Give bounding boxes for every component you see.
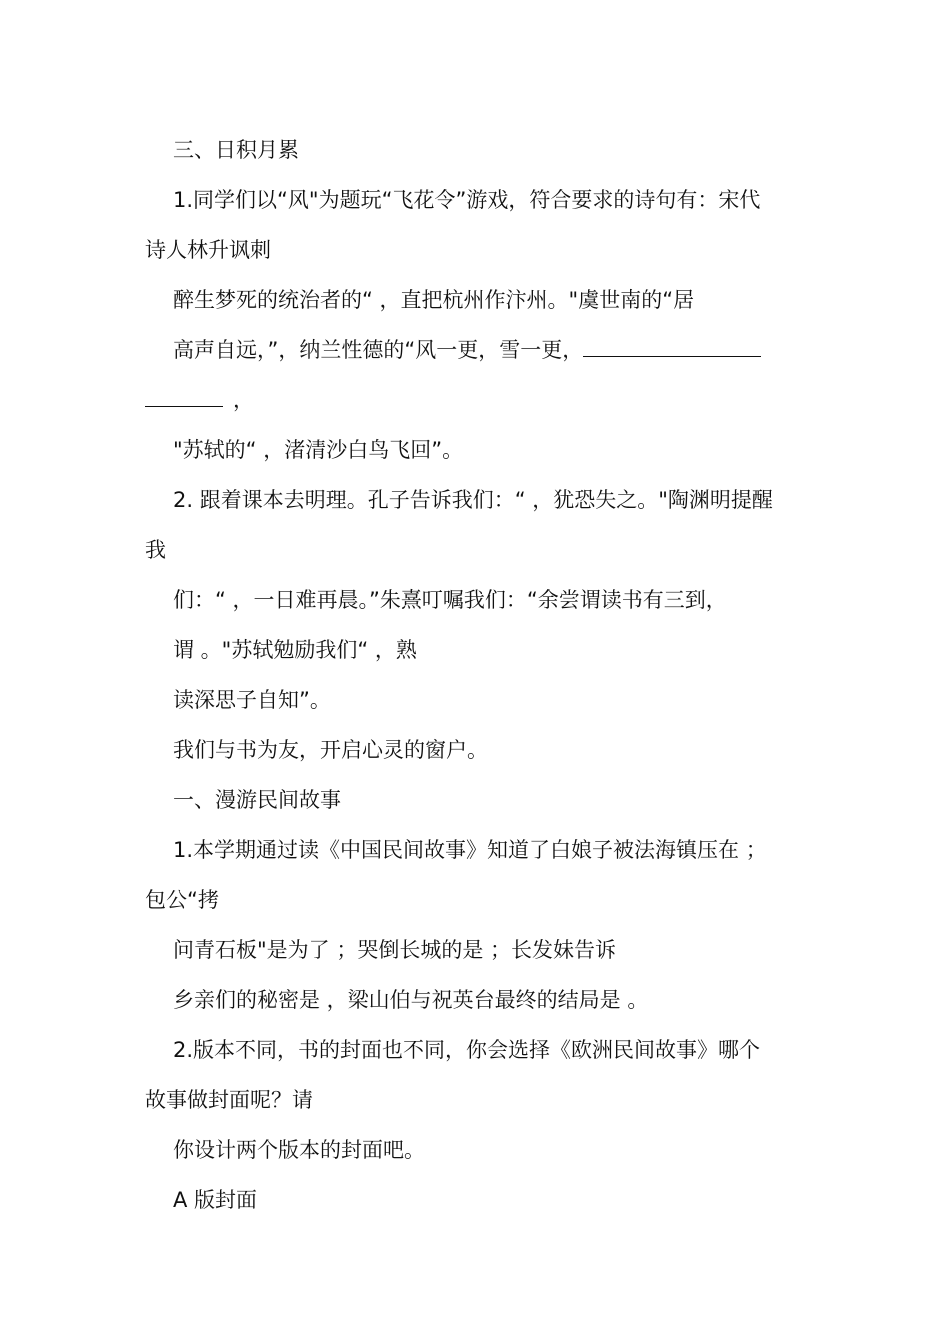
question-2-line-1: 2. 跟着课本去明理。孔子告诉我们：“ ，犹恐失之。"陶渊明提醒 xyxy=(173,488,773,512)
folk-question-2-line-3: 你设计两个版本的封面吧。 xyxy=(173,1138,425,1162)
question-2-line-5: 读深思子自知”。 xyxy=(173,688,331,712)
question-2-line-3: 们：“ ，一日难再晨。”朱熹叮嘱我们：“余尝谓读书有三到， xyxy=(173,588,727,612)
question-1-line-5 xyxy=(145,386,254,414)
question-1-line-3: 醉生梦死的统治者的“ ，直把杭州作汴州。"虞世南的“居 xyxy=(173,288,695,312)
folk-question-1-line-1: 1.本学期通过读《中国民间故事》知道了白娘子被法海镇压在 ； xyxy=(173,838,767,862)
question-1-line-5-comma: ， xyxy=(233,388,254,412)
question-1-line-4-part-a: 高声自远， xyxy=(173,338,268,362)
question-1-line-1: 1.同学们以“风"为题玩“飞花令”游戏，符合要求的诗句有：宋代 xyxy=(173,188,761,212)
question-1-line-2: 诗人林升讽刺 xyxy=(145,238,271,262)
folk-question-2-line-2: 故事做封面呢？请 xyxy=(145,1088,313,1112)
folk-question-2-line-1: 2.版本不同，书的封面也不同，你会选择《欧洲民间故事》哪个 xyxy=(173,1038,761,1062)
folk-question-1-line-2: 包公“拷 xyxy=(145,888,219,912)
folk-question-1-line-4: 乡亲们的秘密是 ，梁山伯与祝英台最终的结局是 。 xyxy=(173,988,649,1012)
question-1-line-6: "苏轼的“ ，渚清沙白鸟飞回”。 xyxy=(173,438,464,462)
closing-sentence: 我们与书为友，开启心灵的窗户。 xyxy=(173,738,488,762)
question-2-line-2: 我 xyxy=(145,538,166,562)
fill-in-blank[interactable] xyxy=(145,386,223,407)
section-heading-accumulation: 三、日积月累 xyxy=(173,138,299,162)
question-2-line-4: 谓 。"苏轼勉励我们“ ，熟 xyxy=(173,638,417,662)
question-1-line-4-part-b: ”，纳兰性德的“风一更，雪一更， xyxy=(267,338,584,362)
folk-question-1-line-3: 问青石板"是为了 ；哭倒长城的是 ；长发妹告诉 xyxy=(173,938,617,962)
question-1-line-4 xyxy=(173,336,761,364)
fill-in-blank[interactable] xyxy=(583,336,761,357)
section-heading-folk-tales: 一、漫游民间故事 xyxy=(173,788,341,812)
cover-version-a-label: A 版封面 xyxy=(173,1188,258,1212)
